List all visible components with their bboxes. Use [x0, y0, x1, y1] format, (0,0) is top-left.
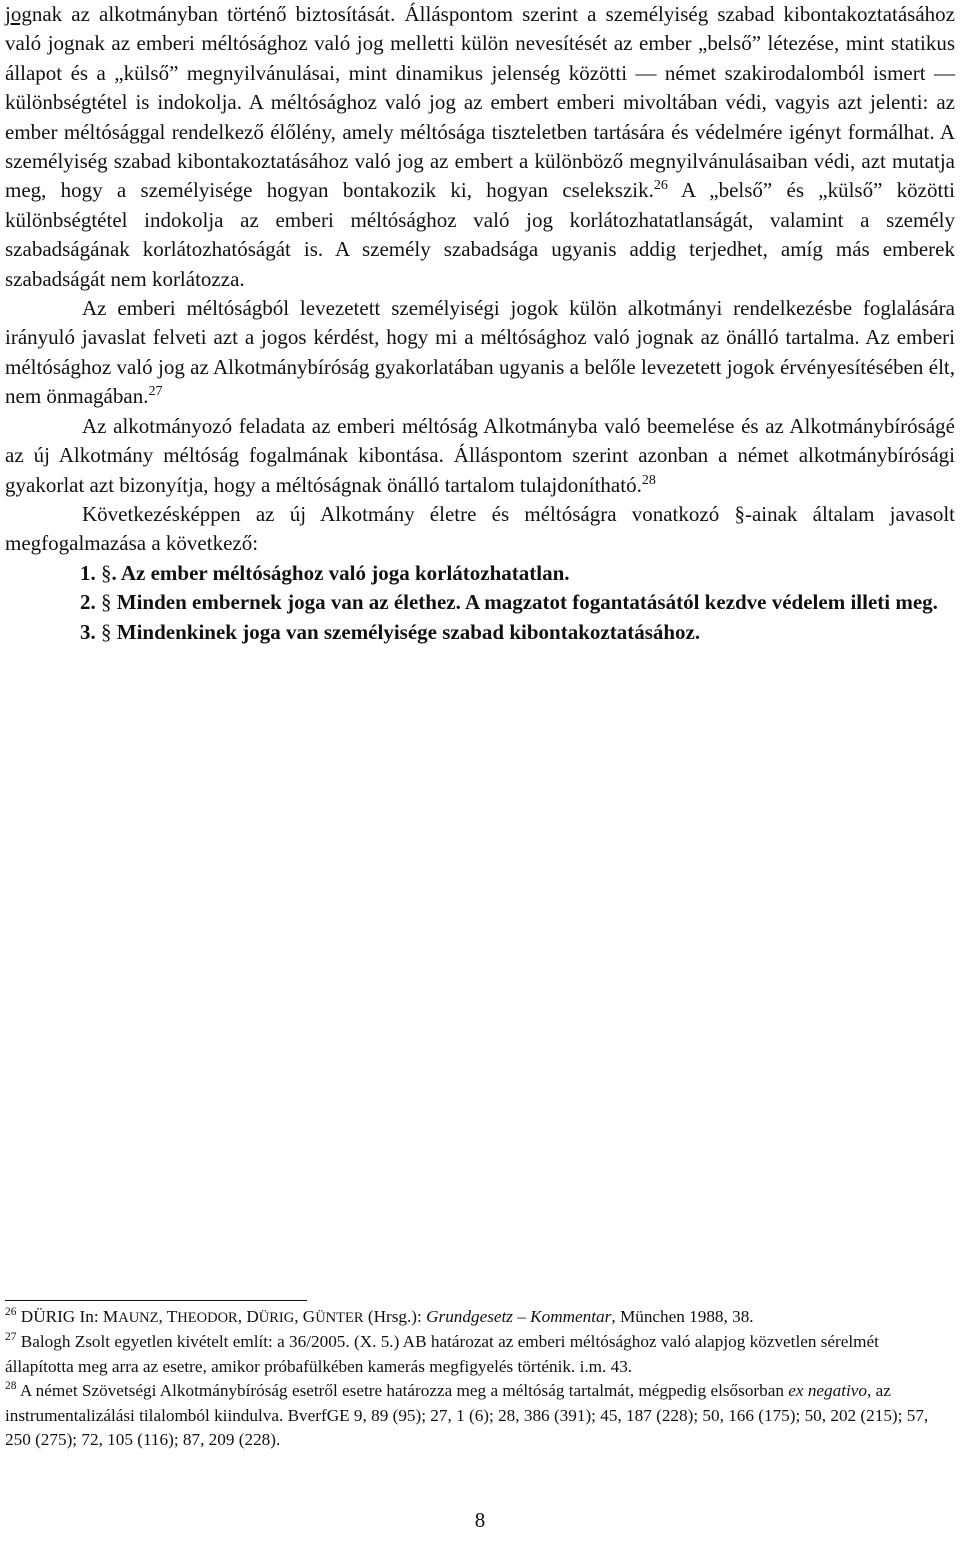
author-initial: G	[302, 1307, 316, 1326]
paragraph-3-text: Az alkotmányozó feladata az emberi méltóság Alkotmányba való beemelése és az Alkotmánybíróságé az új Alkotmány méltóság fogalmának kibontása. Álláspontom szerint azonban a német alkotmánybírósági gyakorlat azt bizonyítja, hogy a méltóságnak önálló tartalom tulajdonítható.	[5, 413, 955, 497]
section-sign: §	[101, 590, 112, 615]
separator: ,	[294, 1307, 303, 1326]
separator: ,	[158, 1307, 167, 1326]
latin-phrase: ex negativo	[788, 1381, 868, 1401]
author-initial: T	[166, 1307, 178, 1326]
footnote-ref-28[interactable]: 28	[641, 472, 656, 488]
footnote-number: 26	[5, 1306, 17, 1318]
article-number: 1.	[80, 560, 96, 585]
footnote-28	[5, 1379, 945, 1452]
footnote-26	[5, 1305, 945, 1330]
footnote-text: (Hrsg.):	[363, 1307, 427, 1326]
author-name: AUNZ	[118, 1310, 159, 1326]
paragraph-4	[5, 500, 955, 559]
paragraph-2	[5, 294, 955, 412]
paragraph-1-start: jog	[5, 2, 32, 26]
page-number: 8	[474, 1508, 486, 1532]
footnote-text: , az instrumentalizálási tilalomból kiindulva. BverfGE 9, 89 (95); 27, 1 (6); 28, 386 (391); 45, 187 (228); 50, 166 (175); 50, 202 (215); 57, 250 (275); 72, 105 (116); 87, 209 (228).	[5, 1381, 929, 1450]
paragraph-3	[5, 412, 955, 500]
book-title: Grundgesetz – Kommentar	[426, 1307, 612, 1326]
section-sign: §	[734, 501, 745, 526]
author-name: HEODOR	[177, 1310, 238, 1326]
footnote-number: 27	[5, 1331, 17, 1344]
section-sign: §	[101, 619, 112, 644]
proposed-article-3	[5, 618, 955, 647]
article-number: 3.	[80, 619, 96, 644]
article-number: 2.	[80, 590, 96, 615]
paragraph-4-text: Következésképpen az új Alkotmány életre és méltóságra vonatkozó	[82, 501, 735, 526]
footnote-text: , München 1988, 38.	[611, 1307, 754, 1326]
paragraph-1-text-end: A „belső” és „külső” közötti különbségtétel indokolja az emberi méltósághoz való jog korlátozhatatlanságát, valamint a személy szabadságának korlátozhatóságát is. A személy szabadsága ugyanis addig terjedhet, amíg más emberek szabadságát nem korlátozza.	[5, 178, 955, 291]
article-text: Mindenkinek joga van személyisége szabad kibontakoztatásához.	[111, 619, 701, 644]
author-name: ÜNTER	[315, 1310, 364, 1326]
footnote-separator	[5, 1300, 307, 1301]
paragraph-2-text: Az emberi méltóságból levezetett személyiségi jogok külön alkotmányi rendelkezésbe foglalására irányuló javaslat felveti azt a jogos kérdést, hogy mi a méltósághoz való jognak az önálló tartalma. Az emberi méltósághoz való jog az Alkotmánybíróság gyakorlatában ugyanis a belőle levezetett jogok érvényesítésében élt, nem önmagában.	[5, 296, 955, 409]
footnote-ref-27[interactable]: 27	[148, 384, 163, 400]
footnotes	[5, 1300, 945, 1452]
footnote-text: A német Szövetségi Alkotmánybíróság esetről esetre határozza meg a méltóság tartalmát, mégpedig elsősorban	[16, 1381, 789, 1401]
document-page	[5, 0, 955, 1545]
author-initial: D	[246, 1307, 259, 1326]
paragraph-4-text-end: -ainak általam javasolt megfogalmazása a következő:	[5, 501, 955, 556]
author-name: ÜRIG	[258, 1310, 295, 1326]
paragraph-1	[5, 0, 955, 294]
main-text	[5, 0, 955, 647]
paragraph-1-text: nak az alkotmányban történő biztosítását. Álláspontom szerint a személyiség szabad kibontakoztatásához való jognak az emberi méltósághoz való jog melletti külön nevesítését az ember „belső” létezése, mint statikus állapot és a „külső” megnyilvánulásai, mint dinamikus jelenség közötti — német szakirodalomból ismert — különbségtétel is indokolja. A méltósághoz való jog az embert emberi mivoltában védi, vagyis azt jelenti: az ember méltósággal rendelkező élőlény, amely méltósága tiszteletben tartására és védelmére igényt formálhat. A személyiség szabad kibontakoztatásához való jog az embert a különböző megnyilvánulásaiban védi, azt mutatja meg, hogy a személyisége hogyan bontakozik ki, hogyan cselekszik.	[5, 2, 955, 203]
footnote-27	[5, 1330, 945, 1379]
footnote-text: DÜRIG In:	[16, 1307, 103, 1326]
author-initial: M	[102, 1307, 119, 1326]
proposed-article-2	[5, 588, 955, 617]
footnote-text: Balogh Zsolt egyetlen kivételt említ: a 36/2005. (X. 5.) AB határozat az emberi méltósághoz való alapjog közvetlen sérelmét állapította meg arra az esetre, amikor próbafülkében kamerás megfigyelés történik. i.m. 43.	[5, 1332, 879, 1376]
section-sign: §	[101, 560, 112, 585]
article-text: . Az ember méltósághoz való joga korlátozhatatlan.	[111, 560, 570, 585]
footnote-ref-26[interactable]: 26	[653, 178, 668, 194]
separator: ,	[237, 1307, 247, 1326]
proposed-article-1	[5, 559, 955, 588]
footnote-number: 28	[5, 1380, 17, 1393]
article-text: Minden embernek joga van az élethez. A magzatot fogantatásától kezdve védelem illeti meg.	[111, 590, 938, 615]
